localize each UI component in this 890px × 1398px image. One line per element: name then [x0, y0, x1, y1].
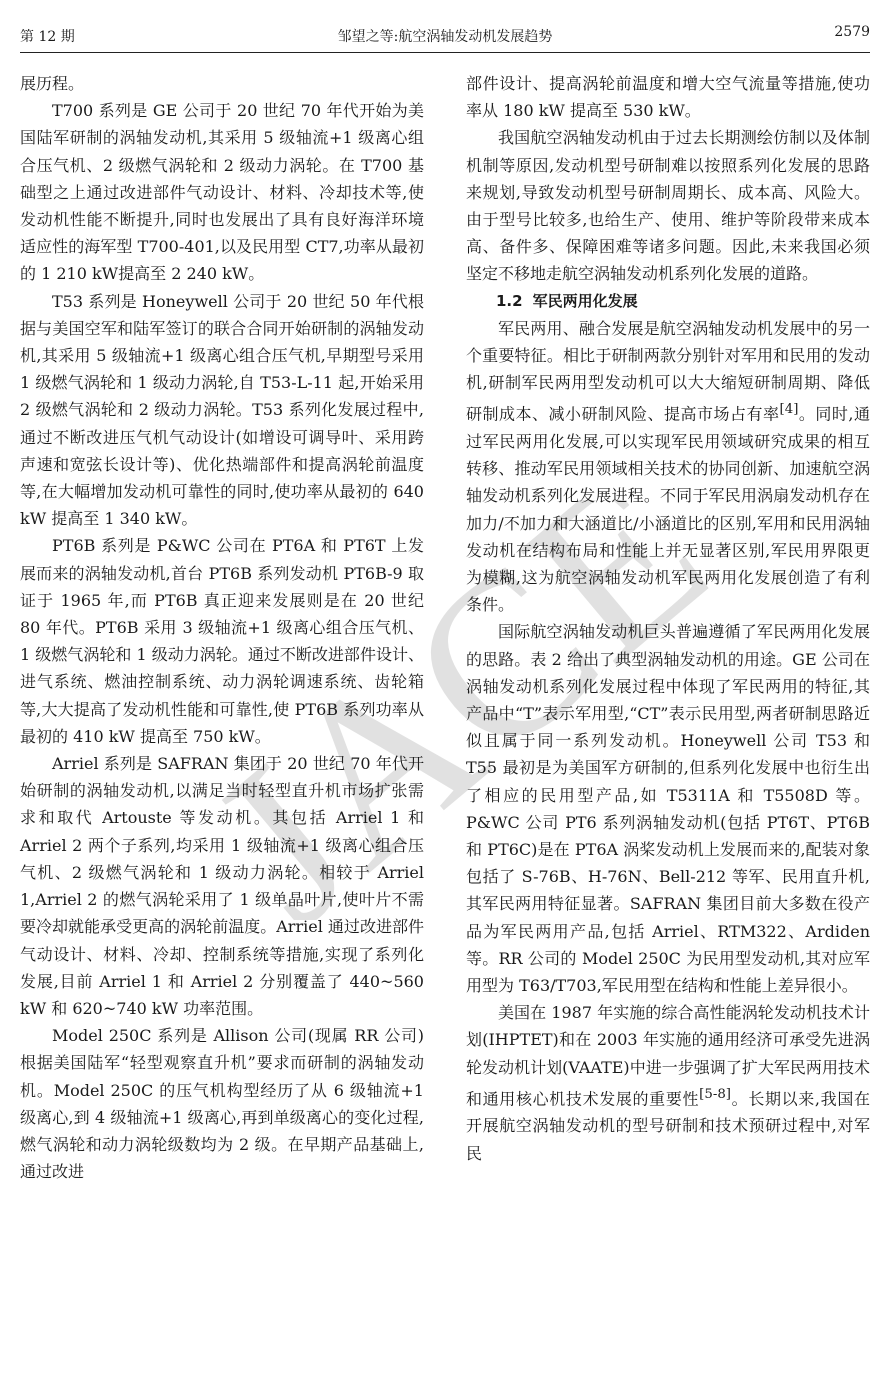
issue-label: 第 12 期 — [20, 29, 75, 45]
citation-ref: [4] — [779, 402, 799, 418]
paragraph-t700: T700 系列是 GE 公司于 20 世纪 70 年代开始为美国陆军研制的涡轴发动机,其采用 5 级轴流+1 级离心组合压气机、2 级燃气涡轮和 2 级动力涡轮。在 T700 基础型之上通过改进部件气动设计、材料、冷却技术等,使发动机性能不断提升,同时也发展出了具有良好海洋环境适应性的海军型 T700-401,以及民用型 CT7,功率从最初的 1 210 kW提高至 2 240 kW。 — [20, 101, 424, 284]
paragraph-us-programs — [466, 999, 870, 1167]
paragraph-text: 。同时,通过军民两用化发展,可以实现军民用领域研究成果的相互转移、推动军民用领域相关技术的协同创新、加速航空涡轴发动机系列化发展进程。不同于军民用涡扇发动机存在加力/不加力和大涵道比/小涵道比的区别,军用和民用涡轴发动机在结构布局和性能上并无显著区别,军民用界限更为模糊,这为航空涡轴发动机军民两用化发展创造了有利条件。 — [466, 404, 870, 615]
paragraph-china-serialization: 我国航空涡轴发动机由于过去长期测绘仿制以及体制机制等原因,发动机型号研制难以按照系列化发展的思路来规划,导致发动机型号研制周期长、成本高、风险大。由于型号比较多,也给生产、使用、维护等阶段带来成本高、备件多、保障困难等诸多问题。因此,未来我国必须坚定不移地走航空涡轴发动机系列化发展的道路。 — [466, 128, 870, 284]
paragraph-international: 国际航空涡轴发动机巨头普遍遵循了军民两用化发展的思路。表 2 给出了典型涡轴发动机的用途。GE 公司在涡轴发动机系列化发展过程中体现了军民两用的特征,其产品中“T”表示军用型,“CT”表示民用型,两者研制思路近似且属于同一系列发动机。Honeywell 公司 T53 和 T55 最初是为美国军方研制的,但系列化发展中也衍生出了相应的民用型产品,如 T5311A 和 T5508D 等。P&WC 公司 PT6 系列涡轴发动机(包括 PT6T、PT6B 和 PT6C)是在 PT6A 涡桨发动机上发展而来的,配装对象包括了 S-76B、H-76N、Bell-212 等军、民用直升机,其军民两用特征显著。SAFRAN 集团目前大多数在役产品为军民两用产品,包括 Arriel、RTM322、Ardiden 等。RR 公司的 Model 250C 为民用型发动机,其对应军用型为 T63/T703,军民用型在结构和性能上差异很小。 — [466, 622, 870, 996]
paragraph-arriel: Arriel 系列是 SAFRAN 集团于 20 世纪 70 年代开始研制的涡轴发动机,以满足当时轻型直升机市场扩张需求和取代 Artouste 等发动机。其包括 Arriel 1 和 Arriel 2 两个子系列,均采用 1 级轴流+1 级离心组合压气机、2 级燃气涡轮和 1 级动力涡轮。相较于 Arriel 1,Arriel 2 的燃气涡轮采用了 1 级单晶叶片,使叶片不需要冷却就能承受更高的涡轮前温度。Arriel 通过改进部件气动设计、材料、冷却、控制系统等措施,实现了系列化发展,目前 Arriel 1 和 Arriel 2 分别覆盖了 440~560 kW 和 620~740 kW 功率范围。 — [20, 754, 424, 1018]
paragraph-pt6b: PT6B 系列是 P&WC 公司在 PT6A 和 PT6T 上发展而来的涡轴发动机,首台 PT6B 系列发动机 PT6B-9 取证于 1965 年,而 PT6B 真正迎来发展则是在 20 世纪 80 年代。PT6B 采用 3 级轴流+1 级离心组合压气机、1 级燃气涡轮和 1 级动力涡轮。通过不断改进部件设计、进气系统、燃油控制系统、动力涡轮调速系统、齿轮箱等,大大提高了发动机性能和可靠性,使 PT6B 系列功率从最初的 410 kW 提高至 750 kW。 — [20, 536, 424, 746]
paragraph-dual-use — [466, 315, 870, 619]
running-header — [20, 22, 870, 53]
section-number: 1.2 — [496, 291, 523, 310]
page-number: 2579 — [834, 24, 870, 40]
paragraph: 展历程。 — [20, 74, 85, 93]
paragraph-text: 军民两用、融合发展是航空涡轴发动机发展中的另一个重要特征。相比于研制两款分别针对军用和民用的发动机,研制军民两用型发动机可以大大缩短研制周期、降低研制成本、减小研制风险、提高市场占有率 — [466, 318, 870, 424]
left-column — [20, 70, 424, 1185]
citation-ref: [5-8] — [699, 1086, 732, 1102]
section-heading — [466, 288, 870, 315]
paragraph: 部件设计、提高涡轮前温度和增大空气流量等措施,使功率从 180 kW 提高至 530 kW。 — [466, 74, 870, 121]
running-title: 邹望之等:航空涡轴发动机发展趋势 — [337, 29, 553, 45]
paragraph-text: 美国在 1987 年实施的综合高性能涡轮发动机技术计划(IHPTET)和在 2003 年实施的通用经济可承受先进涡轮发动机计划(VAATE)中进一步强调了扩大军民两用技术和通用核心机技术发展的重要性 — [466, 1003, 870, 1109]
watermark-text: JACE — [210, 500, 730, 920]
paragraph-text: 。长期以来,我国在开展航空涡轴发动机的型号研制和技术预研过程中,对军民 — [466, 1089, 870, 1163]
right-column — [466, 70, 870, 1167]
paragraph-t53: T53 系列是 Honeywell 公司于 20 世纪 50 年代根据与美国空军和陆军签订的联合合同开始研制的涡轴发动机,其采用 5 级轴流+1 级离心组合压气机,早期型号采用 1 级燃气涡轮和 1 级动力涡轮,自 T53-L-11 起,开始采用 2 级燃气涡轮和 2 级动力涡轮。T53 系列化发展过程中,通过不断改进压气机气动设计(如增设可调导叶、采用跨声速和宽弦长设计等)、优化热端部件和提高涡轮前温度等,在大幅增加发动机可靠性的同时,使功率从最初的 640 kW 提高至 1 340 kW。 — [20, 291, 424, 529]
paragraph-model-250c: Model 250C 系列是 Allison 公司(现属 RR 公司)根据美国陆军“轻型观察直升机”要求而研制的涡轴发动机。Model 250C 的压气机构型经历了从 6 级轴流+1 级离心,到 4 级轴流+1 级离心,再到单级离心的变化过程,燃气涡轮和动力涡轮级数均为 2 级。在早期产品基础上,通过改进 — [20, 1026, 424, 1182]
section-title: 军民两用化发展 — [532, 291, 638, 310]
